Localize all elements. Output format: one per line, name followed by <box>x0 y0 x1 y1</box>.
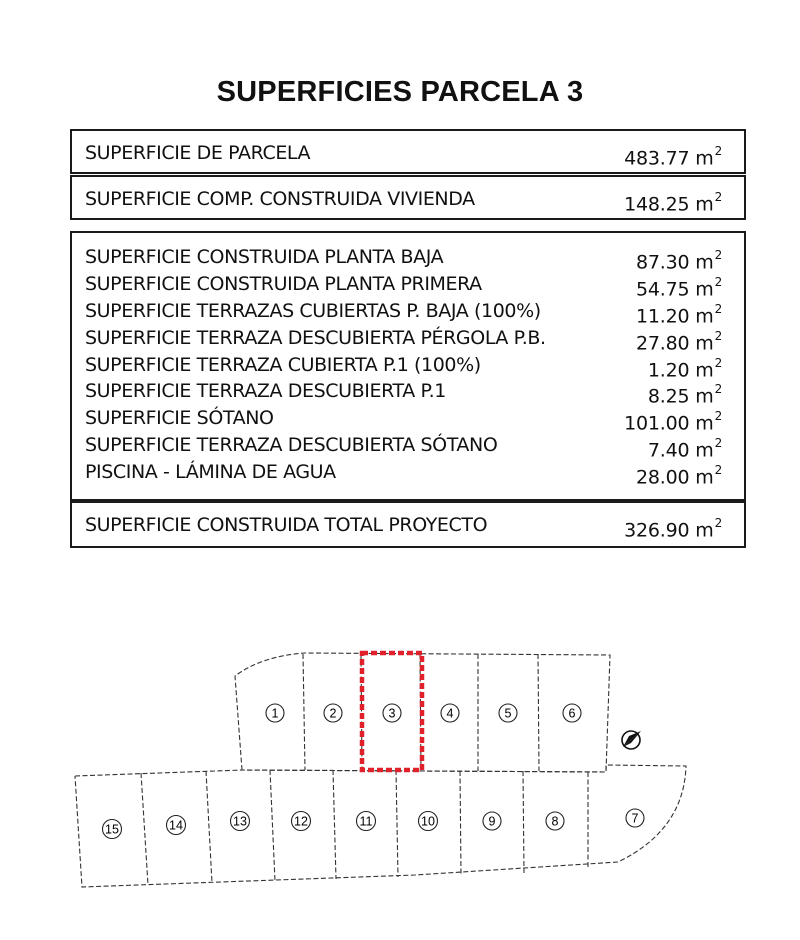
detail-row <box>72 352 744 379</box>
lot-label <box>563 704 581 722</box>
lot-label <box>231 812 250 831</box>
detail-row <box>72 378 744 408</box>
row-label: SUPERFICIE SÓTANO <box>85 407 274 430</box>
row-label: SUPERFICIE CONSTRUIDA PLANTA PRIMERA <box>85 272 482 295</box>
lot-label <box>483 812 501 830</box>
svg-text:12: 12 <box>294 814 308 829</box>
total-box <box>70 501 746 548</box>
svg-text:7: 7 <box>631 811 639 826</box>
svg-text:9: 9 <box>488 814 496 829</box>
svg-text:15: 15 <box>105 822 119 837</box>
summary-parcel-box <box>70 129 746 174</box>
detail-row <box>72 325 744 352</box>
row-label: SUPERFICIE TERRAZAS CUBIERTAS P. BAJA (100%) <box>85 299 541 322</box>
row-value: 28.00 $m^2$ <box>636 463 722 489</box>
svg-text:8: 8 <box>551 814 559 829</box>
lot-label <box>292 812 311 831</box>
row-label: SUPERFICIE CONSTRUIDA TOTAL PROYECTO <box>85 514 488 536</box>
row-value: 87.30 $m^2$ <box>636 248 722 274</box>
row-value: 483.77 $m^2$ <box>624 144 722 170</box>
lot-label <box>546 812 564 830</box>
lot-label <box>103 820 122 839</box>
row-value: 11.20 $m^2$ <box>636 301 722 328</box>
svg-text:2: 2 <box>329 706 337 721</box>
row-value: 101.00 $m^2$ <box>624 409 722 435</box>
lot-label <box>167 816 186 835</box>
total-row <box>72 513 744 542</box>
row-value: 27.80 $m^2$ <box>636 328 722 354</box>
row-value: 1.20 $m^2$ <box>647 355 722 381</box>
svg-text:13: 13 <box>233 814 247 829</box>
detail-row <box>72 244 744 274</box>
row-label: SUPERFICIE TERRAZA DESCUBIERTA P.1 <box>85 380 446 403</box>
row-value: 326.90 $m^2$ <box>624 516 722 542</box>
svg-text:4: 4 <box>446 706 454 721</box>
lot-label <box>324 704 342 722</box>
lot-label <box>441 704 459 722</box>
svg-text:5: 5 <box>504 706 512 721</box>
lot-label <box>419 812 438 831</box>
details-list <box>72 244 744 489</box>
row-label: SUPERFICIE DE PARCELA <box>85 142 311 164</box>
svg-text:1: 1 <box>271 706 279 721</box>
north-arrow-icon <box>622 731 641 749</box>
detail-row <box>72 405 744 435</box>
site-plan <box>0 600 800 900</box>
details-box <box>70 231 746 501</box>
svg-text:6: 6 <box>568 706 576 721</box>
summary-row <box>72 141 744 170</box>
detail-row <box>72 271 744 301</box>
lot-label <box>266 704 284 722</box>
row-value: 54.75 $m^2$ <box>636 274 722 301</box>
row-value: 8.25 $m^2$ <box>647 382 722 408</box>
row-value: 148.25 $m^2$ <box>624 190 722 216</box>
detail-row <box>72 432 744 462</box>
detail-row <box>72 298 744 328</box>
svg-text:3: 3 <box>388 706 396 721</box>
page-title: SUPERFICIES PARCELA 3 <box>216 76 584 108</box>
lot-label <box>357 812 376 831</box>
row-label: PISCINA - LÁMINA DE AGUA <box>85 461 336 484</box>
row-label: SUPERFICIE COMP. CONSTRUIDA VIVIENDA <box>85 188 475 210</box>
row-label: SUPERFICIE TERRAZA DESCUBIERTA SÓTANO <box>85 434 498 457</box>
row-label: SUPERFICIE TERRAZA CUBIERTA P.1 (100%) <box>85 353 481 376</box>
row-label: SUPERFICIE TERRAZA DESCUBIERTA PÉRGOLA P.B. <box>85 326 546 349</box>
lot-label <box>499 704 517 722</box>
svg-text:14: 14 <box>169 818 183 833</box>
lot-label <box>626 809 644 827</box>
svg-text:10: 10 <box>421 814 435 829</box>
summary-built-box <box>70 175 746 220</box>
lot-label <box>383 704 401 722</box>
row-label: SUPERFICIE CONSTRUIDA PLANTA BAJA <box>85 246 444 268</box>
summary-row <box>72 187 744 216</box>
svg-text:11: 11 <box>359 814 373 829</box>
detail-row <box>72 459 744 489</box>
row-value: 7.40 $m^2$ <box>647 436 722 462</box>
